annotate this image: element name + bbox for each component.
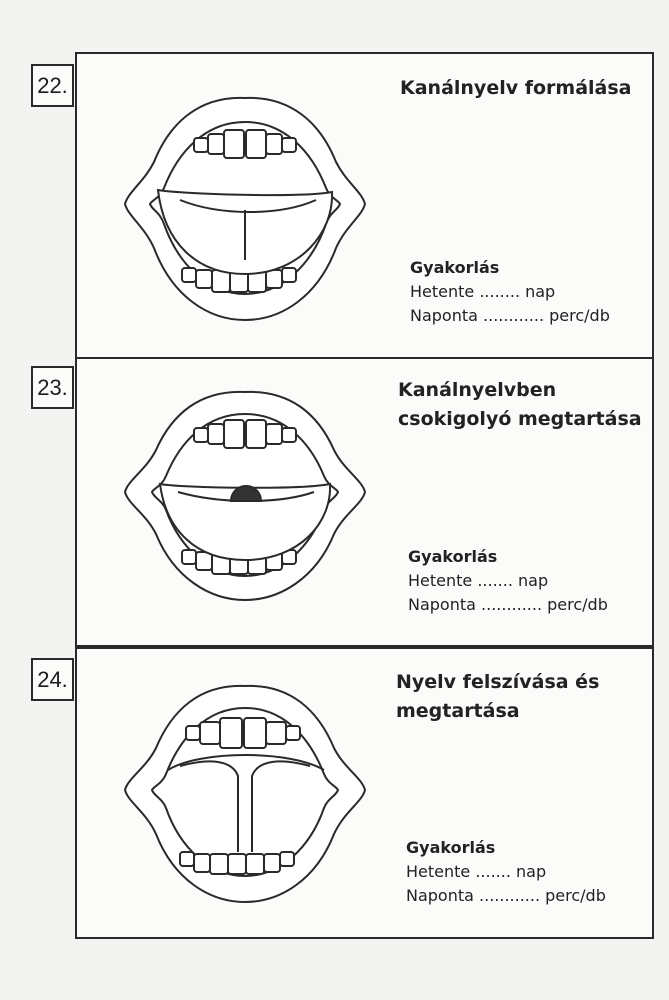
upper-teeth: [194, 420, 296, 448]
practice-heading: Gyakorlás: [406, 838, 496, 857]
mouth-illustration-tongue-suction: [120, 680, 370, 930]
exercise-number: 24.: [31, 658, 74, 701]
exercise-title: [398, 376, 642, 434]
exercise-title-line: Nyelv felszívása és: [396, 671, 600, 693]
weekly-frequency: Hetente ........ nap: [410, 282, 556, 301]
exercise-title-line: Kanálnyelv formálása: [400, 77, 632, 99]
upper-teeth: [194, 130, 296, 158]
weekly-frequency: Hetente ....... nap: [408, 571, 549, 590]
daily-duration: Naponta ............ perc/db: [410, 306, 610, 325]
practice-info: [410, 256, 610, 328]
practice-info: [406, 836, 606, 908]
exercise-title-line: megtartása: [396, 700, 520, 722]
lower-teeth: [180, 852, 294, 874]
exercise-number: 22.: [31, 64, 74, 107]
exercise-title: [400, 74, 632, 103]
exercise-title-line: csokigolyó megtartása: [398, 408, 642, 430]
exercise-title-line: Kanálnyelvben: [398, 379, 557, 401]
weekly-frequency: Hetente ....... nap: [406, 862, 547, 881]
practice-heading: Gyakorlás: [408, 547, 498, 566]
mouth-illustration-spoon-tongue: [120, 92, 370, 352]
practice-info: [408, 545, 608, 617]
upper-teeth: [186, 718, 300, 748]
mouth-illustration-chocolate-ball: [120, 384, 370, 624]
practice-heading: Gyakorlás: [410, 258, 500, 277]
daily-duration: Naponta ............ perc/db: [406, 886, 606, 905]
daily-duration: Naponta ............ perc/db: [408, 595, 608, 614]
exercise-number: 23.: [31, 366, 74, 409]
exercise-title: [396, 668, 599, 726]
